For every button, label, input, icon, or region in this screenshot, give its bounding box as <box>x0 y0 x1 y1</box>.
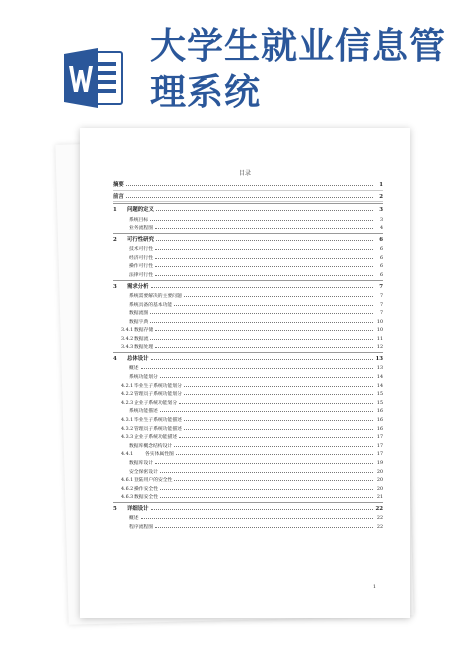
toc-entry-page: 20 <box>376 486 383 492</box>
toc-entry-page: 4 <box>379 226 383 232</box>
toc-entry[interactable] <box>113 504 383 513</box>
toc-leader-dots <box>156 235 373 241</box>
toc-entry-page: 7 <box>379 283 383 290</box>
toc-entry[interactable] <box>113 180 383 189</box>
toc-entry-title: 数据库设计 <box>129 461 153 466</box>
toc-entry-title: 数据存储 <box>134 328 154 334</box>
toc-entry[interactable] <box>113 317 383 326</box>
toc-leader-dots <box>160 372 373 378</box>
toc-entry[interactable] <box>113 522 383 531</box>
toc-entry-number: 4.4.1 <box>121 452 134 458</box>
toc-entry[interactable] <box>113 458 383 467</box>
toc-entry-title: 各实体属性图 <box>145 452 174 458</box>
toc-entry[interactable] <box>113 235 383 244</box>
toc-entry-title: 企业子系统功能划分 <box>134 400 178 406</box>
toc-leader-dots <box>160 492 373 498</box>
toc-leader-dots <box>155 458 373 464</box>
toc-entry[interactable] <box>113 325 383 334</box>
toc-leader-dots <box>184 389 373 395</box>
document-title <box>150 24 446 116</box>
toc-entry-title: 业务流程图 <box>129 226 153 232</box>
toc-entry-page: 13 <box>376 366 383 372</box>
toc-entry-title: 问题的定义 <box>127 207 154 214</box>
toc-entry-title: 系统功能描述 <box>129 409 158 415</box>
toc-leader-dots <box>126 192 373 198</box>
toc-entry-title: 经济可行性 <box>129 255 153 261</box>
toc-entry-title: 系统目标 <box>129 217 149 223</box>
toc-entry[interactable] <box>113 215 383 224</box>
toc-entry-title: 系统功能划分 <box>129 375 158 381</box>
toc-entry-title: 数据字典 <box>129 319 149 325</box>
toc-entry[interactable] <box>113 513 383 522</box>
section-divider <box>113 233 383 234</box>
toc-entry-title: 管理员子系统功能划分 <box>134 392 182 398</box>
toc-entry-page: 2 <box>379 193 383 200</box>
toc-entry-page: 6 <box>379 272 383 278</box>
toc-leader-dots <box>179 432 373 438</box>
toc-entry[interactable] <box>113 192 383 201</box>
toc-entry[interactable] <box>113 415 383 424</box>
toc-entry[interactable] <box>113 244 383 253</box>
toc-entry-title: 操作可行性 <box>129 264 153 270</box>
toc-leader-dots <box>160 484 373 490</box>
toc-entry[interactable] <box>113 406 383 415</box>
toc-leader-dots <box>160 467 373 473</box>
document-page <box>80 128 410 618</box>
toc-entry-number: 4.3.3 <box>121 435 134 441</box>
toc-entry-title: 技术可行性 <box>129 247 153 253</box>
toc-entry[interactable] <box>113 223 383 232</box>
toc-entry[interactable] <box>113 205 383 214</box>
toc-entry-number: 2 <box>113 236 117 243</box>
section-divider <box>113 352 383 353</box>
toc-entry[interactable] <box>113 424 383 433</box>
toc-entry-title: 操作安全性 <box>134 486 158 492</box>
toc-entry-page: 13 <box>375 356 383 363</box>
toc-leader-dots <box>155 253 373 259</box>
toc-entry[interactable] <box>113 354 383 363</box>
word-logo-icon <box>64 46 126 110</box>
toc-entry-title: 毕业生子系统功能划分 <box>134 383 182 389</box>
toc-leader-dots <box>151 504 373 510</box>
toc-entry-page: 20 <box>376 469 383 475</box>
page-number: 1 <box>372 584 376 590</box>
toc-leader-dots <box>160 406 373 412</box>
toc-entry[interactable] <box>113 363 383 372</box>
toc-entry-title: 可行性研究 <box>127 236 154 243</box>
toc-entry-number: 4.6.1 <box>121 478 134 484</box>
toc-entry-number: 4.6.2 <box>121 486 134 492</box>
toc-entry-page: 3 <box>379 217 383 223</box>
toc-leader-dots <box>155 261 373 267</box>
toc-entry-page: 20 <box>376 478 383 484</box>
toc-entry-number: 4.2.1 <box>121 383 134 389</box>
toc-leader-dots <box>150 215 373 221</box>
toc-leader-dots <box>184 381 373 387</box>
toc-entry-number: 5 <box>113 505 117 512</box>
toc-entry[interactable] <box>113 261 383 270</box>
document-title-line1: 大学生就业信息管 <box>150 26 447 67</box>
toc-entry-page: 22 <box>376 516 383 522</box>
toc-entry-number: 1 <box>113 207 117 214</box>
toc-entry-page: 16 <box>376 418 383 424</box>
toc-heading: 目录 <box>238 170 251 177</box>
toc-leader-dots <box>141 363 373 369</box>
toc-entry[interactable] <box>113 449 383 458</box>
toc-entry-title: 法律可行性 <box>129 272 153 278</box>
toc-entry-number: 3.4.2 <box>121 336 134 342</box>
toc-leader-dots <box>155 244 373 250</box>
toc-entry-page: 15 <box>376 400 383 406</box>
toc-leader-dots <box>184 415 373 421</box>
toc-entry-title: 数据库概念结构设计 <box>129 443 173 449</box>
toc-entry[interactable] <box>113 342 383 351</box>
toc-entry-title: 前言 <box>113 193 124 200</box>
toc-entry[interactable] <box>113 282 383 291</box>
toc-entry[interactable] <box>113 334 383 343</box>
toc-entry-page: 22 <box>376 524 383 530</box>
toc-entry-page: 10 <box>376 319 383 325</box>
toc-entry-page: 7 <box>379 311 383 317</box>
toc-leader-dots <box>174 300 373 306</box>
toc-entry-number: 4.3.1 <box>121 418 134 424</box>
toc-entry[interactable] <box>113 381 383 390</box>
toc-leader-dots <box>156 205 373 211</box>
toc-entry-page: 12 <box>376 345 383 351</box>
toc-entry-page: 21 <box>376 495 383 501</box>
toc-entry-page: 16 <box>376 426 383 432</box>
toc-leader-dots <box>155 223 373 229</box>
toc-entry-page: 15 <box>376 392 383 398</box>
toc-entry-title: 企业子系统功能描述 <box>134 435 178 441</box>
toc-entry-title: 概述 <box>129 516 139 522</box>
toc-entry-page: 14 <box>376 383 383 389</box>
toc-leader-dots <box>184 291 373 297</box>
toc-entry[interactable] <box>113 475 383 484</box>
toc-leader-dots <box>155 325 373 331</box>
toc-leader-dots <box>179 398 373 404</box>
toc-entry-number: 4.2.3 <box>121 400 134 406</box>
toc-entry-number: 3.4.1 <box>121 328 134 334</box>
toc-leader-dots <box>151 354 373 360</box>
toc-entry-title: 毕业生子系统功能描述 <box>134 418 182 424</box>
toc-entry-title: 概述 <box>129 366 139 372</box>
toc-entry-page: 10 <box>376 328 383 334</box>
toc-entry[interactable] <box>113 253 383 262</box>
toc-leader-dots <box>150 308 373 314</box>
entry-divider <box>113 201 383 202</box>
toc-leader-dots <box>150 317 373 323</box>
toc-entry-page: 17 <box>376 452 383 458</box>
toc-entry-title: 管理员子系统功能描述 <box>134 426 182 432</box>
document-title-line2: 理系统 <box>150 72 262 113</box>
toc-entry-page: 7 <box>379 293 383 299</box>
toc-entry-number: 4.2.2 <box>121 392 134 398</box>
toc-leader-dots <box>126 180 373 186</box>
toc-entry-title: 需求分析 <box>127 283 149 290</box>
toc-entry-number: 4 <box>113 356 117 363</box>
toc-entry[interactable] <box>113 398 383 407</box>
toc-entry-title: 数据处理 <box>134 345 154 351</box>
toc-entry-page: 17 <box>376 435 383 441</box>
toc-entry-page: 11 <box>376 336 383 342</box>
toc-entry-title: 数据安全性 <box>134 495 158 501</box>
toc-leader-dots <box>174 475 373 481</box>
toc-entry-title: 详细设计 <box>127 505 149 512</box>
toc-entry[interactable] <box>113 441 383 450</box>
toc-entry[interactable] <box>113 372 383 381</box>
toc-leader-dots <box>176 449 373 455</box>
toc-entry-title: 系统需要解决的主要问题 <box>129 293 182 299</box>
toc-entry-page: 6 <box>379 264 383 270</box>
toc-entry-page: 7 <box>379 302 383 308</box>
toc-entry-page: 6 <box>379 236 383 243</box>
toc-leader-dots <box>184 424 373 430</box>
toc-leader-dots <box>155 522 373 528</box>
toc-entry-title: 总体设计 <box>127 356 149 363</box>
toc-entry-page: 3 <box>379 207 383 214</box>
toc-entry[interactable] <box>113 467 383 476</box>
toc-entry[interactable] <box>113 291 383 300</box>
toc-entry[interactable] <box>113 300 383 309</box>
table-of-contents <box>113 180 383 531</box>
toc-entry-title: 数据流图 <box>129 311 149 317</box>
section-divider <box>113 203 383 204</box>
toc-entry-page: 6 <box>379 255 383 261</box>
toc-entry-page: 22 <box>375 505 383 512</box>
toc-entry-title: 登陆用户的安全性 <box>134 478 173 484</box>
toc-entry[interactable] <box>113 492 383 501</box>
toc-entry-number: 3.4.3 <box>121 345 134 351</box>
toc-entry[interactable] <box>113 308 383 317</box>
entry-divider <box>113 190 383 191</box>
toc-entry-title: 安全保密设计 <box>129 469 158 475</box>
toc-entry[interactable] <box>113 270 383 279</box>
toc-leader-dots <box>155 270 373 276</box>
toc-leader-dots <box>151 282 373 288</box>
toc-entry-title: 数据流 <box>134 336 149 342</box>
toc-entry-page: 1 <box>379 182 383 188</box>
toc-leader-dots <box>141 513 373 519</box>
toc-entry-title: 程序流程图 <box>129 524 153 530</box>
section-divider <box>113 280 383 281</box>
toc-entry-page: 14 <box>376 375 383 381</box>
toc-entry-page: 17 <box>376 443 383 449</box>
toc-entry-page: 19 <box>376 461 383 466</box>
toc-leader-dots <box>155 342 373 348</box>
toc-entry-page: 16 <box>376 409 383 415</box>
toc-entry-page: 6 <box>379 247 383 253</box>
toc-leader-dots <box>150 334 373 340</box>
toc-entry-title: 系统具备的基本功能 <box>129 302 173 308</box>
toc-entry-number: 3 <box>113 283 117 290</box>
toc-entry[interactable] <box>113 432 383 441</box>
toc-entry[interactable] <box>113 389 383 398</box>
toc-entry-number: 4.6.3 <box>121 495 134 501</box>
toc-entry-title: 摘要 <box>113 182 124 188</box>
toc-entry[interactable] <box>113 484 383 493</box>
toc-leader-dots <box>174 441 373 447</box>
toc-entry-number: 4.3.2 <box>121 426 134 432</box>
